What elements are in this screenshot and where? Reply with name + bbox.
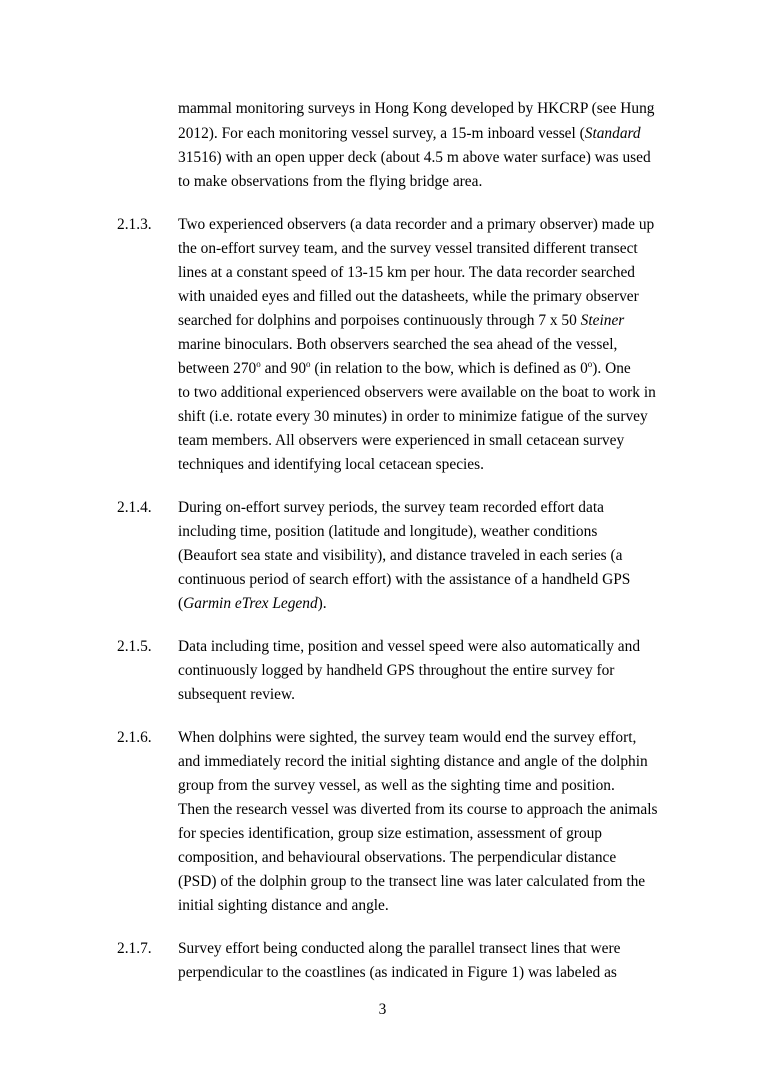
text-line [178, 361, 631, 376]
text-run: mammal monitoring surveys in Hong Kong developed by HKCRP (see Hung [178, 100, 655, 117]
text-run: marine binoculars. Both observers searched the sea ahead of the vessel, [178, 336, 618, 353]
text-line [178, 730, 636, 745]
text-run: (Beaufort sea state and visibility), and distance traveled in each series (a [178, 547, 623, 564]
text-line [178, 500, 604, 515]
text-run: with unaided eyes and filled out the datasheets, while the primary observer [178, 288, 639, 305]
text-run: During on-effort survey periods, the survey team recorded effort data [178, 499, 604, 516]
text-line [178, 174, 482, 189]
text-line [178, 337, 617, 352]
text-run: for species identification, group size estimation, assessment of group [178, 825, 602, 842]
text-run: Then the research vessel was diverted from its course to approach the animals [178, 801, 658, 818]
text-run: to make observations from the flying bridge area. [178, 173, 483, 190]
section-number: 2.1.5. [117, 638, 152, 655]
text-line [178, 898, 389, 913]
text-run: shift (i.e. rotate every 30 minutes) in order to minimize fatigue of the survey [178, 408, 648, 425]
page-number: 3 [378, 1001, 387, 1018]
text-line [178, 639, 640, 654]
text-line [178, 548, 622, 563]
text-line [178, 385, 656, 400]
text-line [178, 457, 484, 472]
text-line [178, 313, 624, 328]
text-line [178, 754, 648, 769]
text-line [178, 663, 614, 678]
text-run: perpendicular to the coastlines (as indicated in Figure 1) was labeled as [178, 964, 617, 981]
text-run: to two additional experienced observers were available on the boat to work in [178, 384, 656, 401]
text-line [178, 596, 327, 611]
superscript-text: o [587, 359, 593, 369]
italic-text: Garmin eTrex Legend [183, 595, 318, 612]
text-line [178, 826, 602, 841]
text-run: subsequent review. [178, 686, 295, 703]
text-run: searched for dolphins and porpoises continuously through 7 x 50 [178, 312, 581, 329]
text-line [178, 289, 639, 304]
text-run: Two experienced observers (a data recorder and a primary observer) made up [178, 216, 655, 233]
text-line [178, 433, 624, 448]
text-line [178, 874, 645, 889]
text-run: the on-effort survey team, and the survey vessel transited different transect [178, 240, 638, 257]
text-run: (in relation to the bow, which is defined as 0 [310, 360, 588, 377]
italic-text: Standard [584, 125, 641, 142]
text-run: continuously logged by handheld GPS throughout the entire survey for [178, 662, 615, 679]
text-line [178, 241, 638, 256]
text-run: ). One [592, 360, 631, 377]
text-run: ( [178, 595, 184, 612]
text-run: and 90 [260, 360, 307, 377]
text-line [178, 687, 295, 702]
text-run: initial sighting distance and angle. [178, 897, 389, 914]
section-number: 2.1.6. [117, 729, 152, 746]
text-line [178, 778, 615, 793]
text-run: team members. All observers were experienced in small cetacean survey [178, 432, 625, 449]
text-run: (PSD) of the dolphin group to the transect line was later calculated from the [178, 873, 646, 890]
text-run: When dolphins were sighted, the survey team would end the survey effort, [178, 729, 637, 746]
text-run: Data including time, position and vessel speed were also automatically and [178, 638, 641, 655]
text-line [178, 572, 630, 587]
text-line [178, 101, 655, 116]
text-run: Survey effort being conducted along the parallel transect lines that were [178, 940, 621, 957]
text-line [178, 802, 658, 817]
text-line [178, 217, 654, 232]
section-number: 2.1.3. [117, 216, 152, 233]
text-line [178, 941, 620, 956]
text-run: 2012). For each monitoring vessel survey, a 15-m inboard vessel ( [178, 125, 585, 142]
text-run: including time, position (latitude and longitude), weather conditions [178, 523, 598, 540]
section-number: 2.1.4. [117, 499, 152, 516]
text-run: techniques and identifying local cetacean species. [178, 456, 484, 473]
text-run: between 270 [178, 360, 257, 377]
text-run: group from the survey vessel, as well as the sighting time and position. [178, 777, 615, 794]
text-line [178, 409, 648, 424]
text-line [178, 850, 616, 865]
italic-text: Steiner [580, 312, 625, 329]
text-line [178, 126, 641, 141]
superscript-text: o [306, 359, 311, 369]
text-run: continuous period of search effort) with the assistance of a handheld GPS [178, 571, 631, 588]
text-run: 31516) with an open upper deck (about 4.5 m above water surface) was used [178, 149, 651, 166]
text-run: lines at a constant speed of 13-15 km per hour. The data recorder searched [178, 264, 635, 281]
text-run: composition, and behavioural observations. The perpendicular distance [178, 849, 617, 866]
superscript-text: o [256, 359, 261, 369]
text-run: and immediately record the initial sighting distance and angle of the dolphin [178, 753, 648, 770]
text-line [178, 524, 597, 539]
text-line [178, 965, 617, 980]
text-line [178, 150, 651, 165]
section-number: 2.1.7. [117, 940, 152, 957]
text-run: ). [317, 595, 327, 612]
text-line [178, 265, 635, 280]
